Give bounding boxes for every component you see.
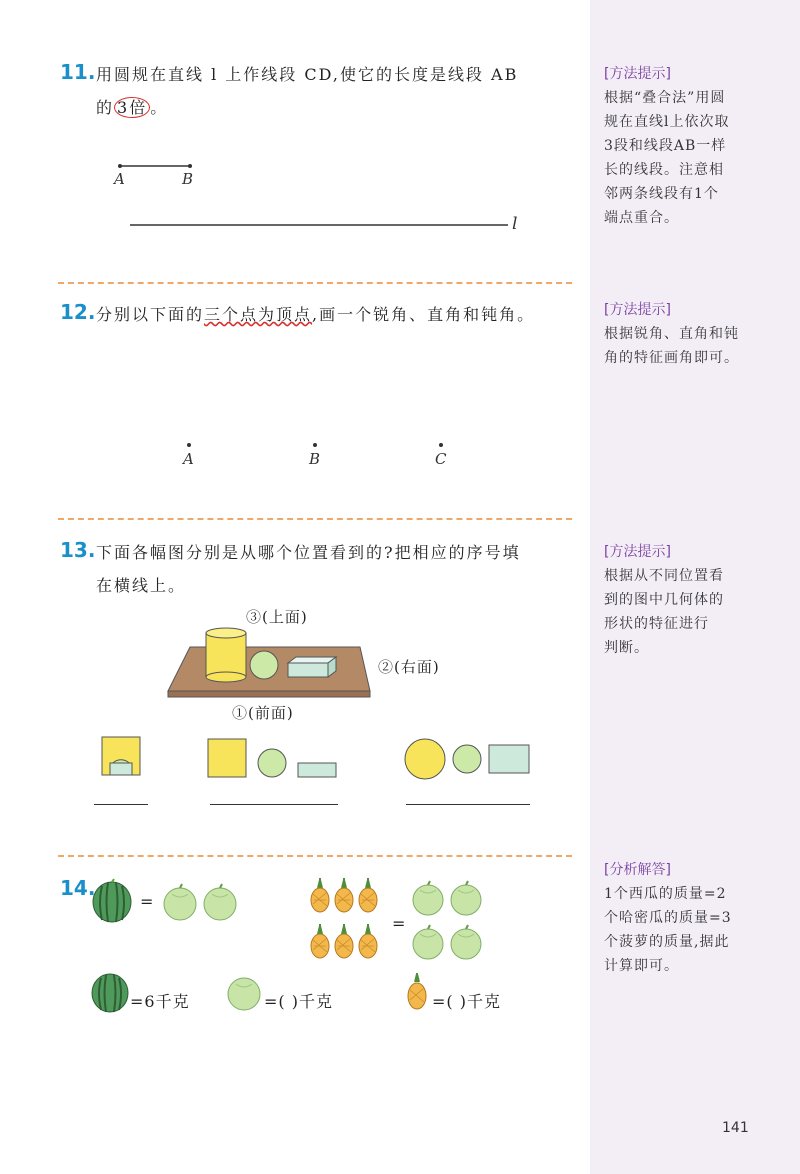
q11-line2: [96, 95, 168, 118]
point-b: [313, 443, 317, 447]
q12-text: [96, 302, 535, 325]
tip-block-2: [604, 298, 754, 370]
answer-blank-1[interactable]: [94, 804, 148, 805]
watermelon-icon: [90, 878, 134, 924]
label-point-a: A: [183, 450, 194, 468]
tip-line: 端点重合。: [604, 210, 679, 226]
tip-line: 个哈密瓜的质量=3: [604, 910, 732, 926]
tip-title: [方法提示]: [604, 302, 671, 318]
equals-sign: =: [140, 892, 155, 911]
tip-line: 3段和线段AB一样: [604, 138, 727, 154]
question-number-14: 14.: [60, 876, 96, 900]
pineapple-icon: [404, 972, 430, 1012]
point-a: [187, 443, 191, 447]
equals-sign: =: [392, 914, 407, 933]
view-label-front: ①(前面): [232, 704, 294, 722]
point-c: [439, 443, 443, 447]
q13-line2: 在横线上。: [96, 576, 187, 595]
melon-weight-blank[interactable]: =( )千克: [264, 992, 333, 1011]
line-l: [130, 222, 510, 228]
pineapple-weight-blank[interactable]: =( )千克: [432, 992, 501, 1011]
tip-line: 形状的特征进行: [604, 616, 709, 632]
tip-line: 计算即可。: [604, 958, 679, 974]
page-number: 141: [722, 1120, 749, 1136]
tip-line: 个菠萝的质量,据此: [604, 934, 730, 950]
melon-icon: [164, 884, 196, 920]
tip-line: 到的图中几何体的: [604, 592, 724, 608]
melon-icon: [204, 884, 236, 920]
q11-circled-text: 3倍: [114, 97, 150, 118]
tip-line: 邻两条线段有1个: [604, 186, 719, 202]
label-point-b: B: [182, 170, 194, 188]
q11-line2-post: 。: [150, 98, 169, 117]
label-line-l: l: [512, 214, 518, 234]
label-point-b: B: [309, 450, 321, 468]
six-pineapples: [308, 876, 388, 966]
four-melons: [410, 878, 490, 966]
section-separator: [58, 855, 572, 857]
q12-text-post: ,画一个锐角、直角和钝角。: [312, 305, 536, 324]
tip-block-1: [604, 62, 754, 230]
view-figure-3: [403, 737, 533, 781]
q12-text-pre: 分别以下面的: [96, 305, 205, 324]
tip-line: 1个西瓜的质量=2: [604, 886, 727, 902]
tip-title: [分析解答]: [604, 862, 671, 878]
tip-title: [方法提示]: [604, 544, 671, 560]
section-separator: [58, 518, 572, 520]
q11-line1: 用圆规在直线 l 上作线段 CD,使它的长度是线段 AB: [96, 65, 519, 84]
tip-line: 角的特征画角即可。: [604, 350, 739, 366]
tip-line: 长的线段。注意相: [604, 162, 724, 178]
question-number-12: 12.: [60, 300, 96, 324]
tip-block-4: [604, 858, 754, 978]
tip-line: 判断。: [604, 640, 649, 656]
tip-line: 根据从不同位置看: [604, 568, 724, 584]
two-melons: [162, 880, 242, 924]
answer-blank-3[interactable]: [406, 804, 530, 805]
question-number-13: 13.: [60, 538, 96, 562]
view-label-top: ③(上面): [246, 608, 308, 626]
q11-line2-pre: 的: [96, 98, 115, 117]
tip-block-3: [604, 540, 754, 660]
label-point-c: C: [435, 450, 447, 468]
label-point-a: A: [114, 170, 125, 188]
tip-line: 规在直线l上依次取: [604, 114, 730, 130]
tip-line: 根据锐角、直角和钝: [604, 326, 739, 342]
melon-icon: [226, 974, 262, 1012]
view-label-right: ②(右面): [378, 658, 440, 676]
tip-line: 根据“叠合法”用圆: [604, 90, 726, 106]
answer-blank-2[interactable]: [210, 804, 338, 805]
watermelon-weight: =6千克: [130, 992, 190, 1011]
section-separator: [58, 282, 572, 284]
watermelon-icon: [90, 970, 130, 1014]
view-figure-1: [100, 733, 142, 779]
view-figure-2: [206, 737, 342, 781]
tip-title: [方法提示]: [604, 66, 671, 82]
q13-line1: 下面各幅图分别是从哪个位置看到的?把相应的序号填: [96, 543, 521, 562]
table-scene: [160, 625, 390, 703]
question-number-11: 11.: [60, 60, 96, 84]
q12-text-emphasis: 三个点为顶点: [204, 305, 313, 324]
